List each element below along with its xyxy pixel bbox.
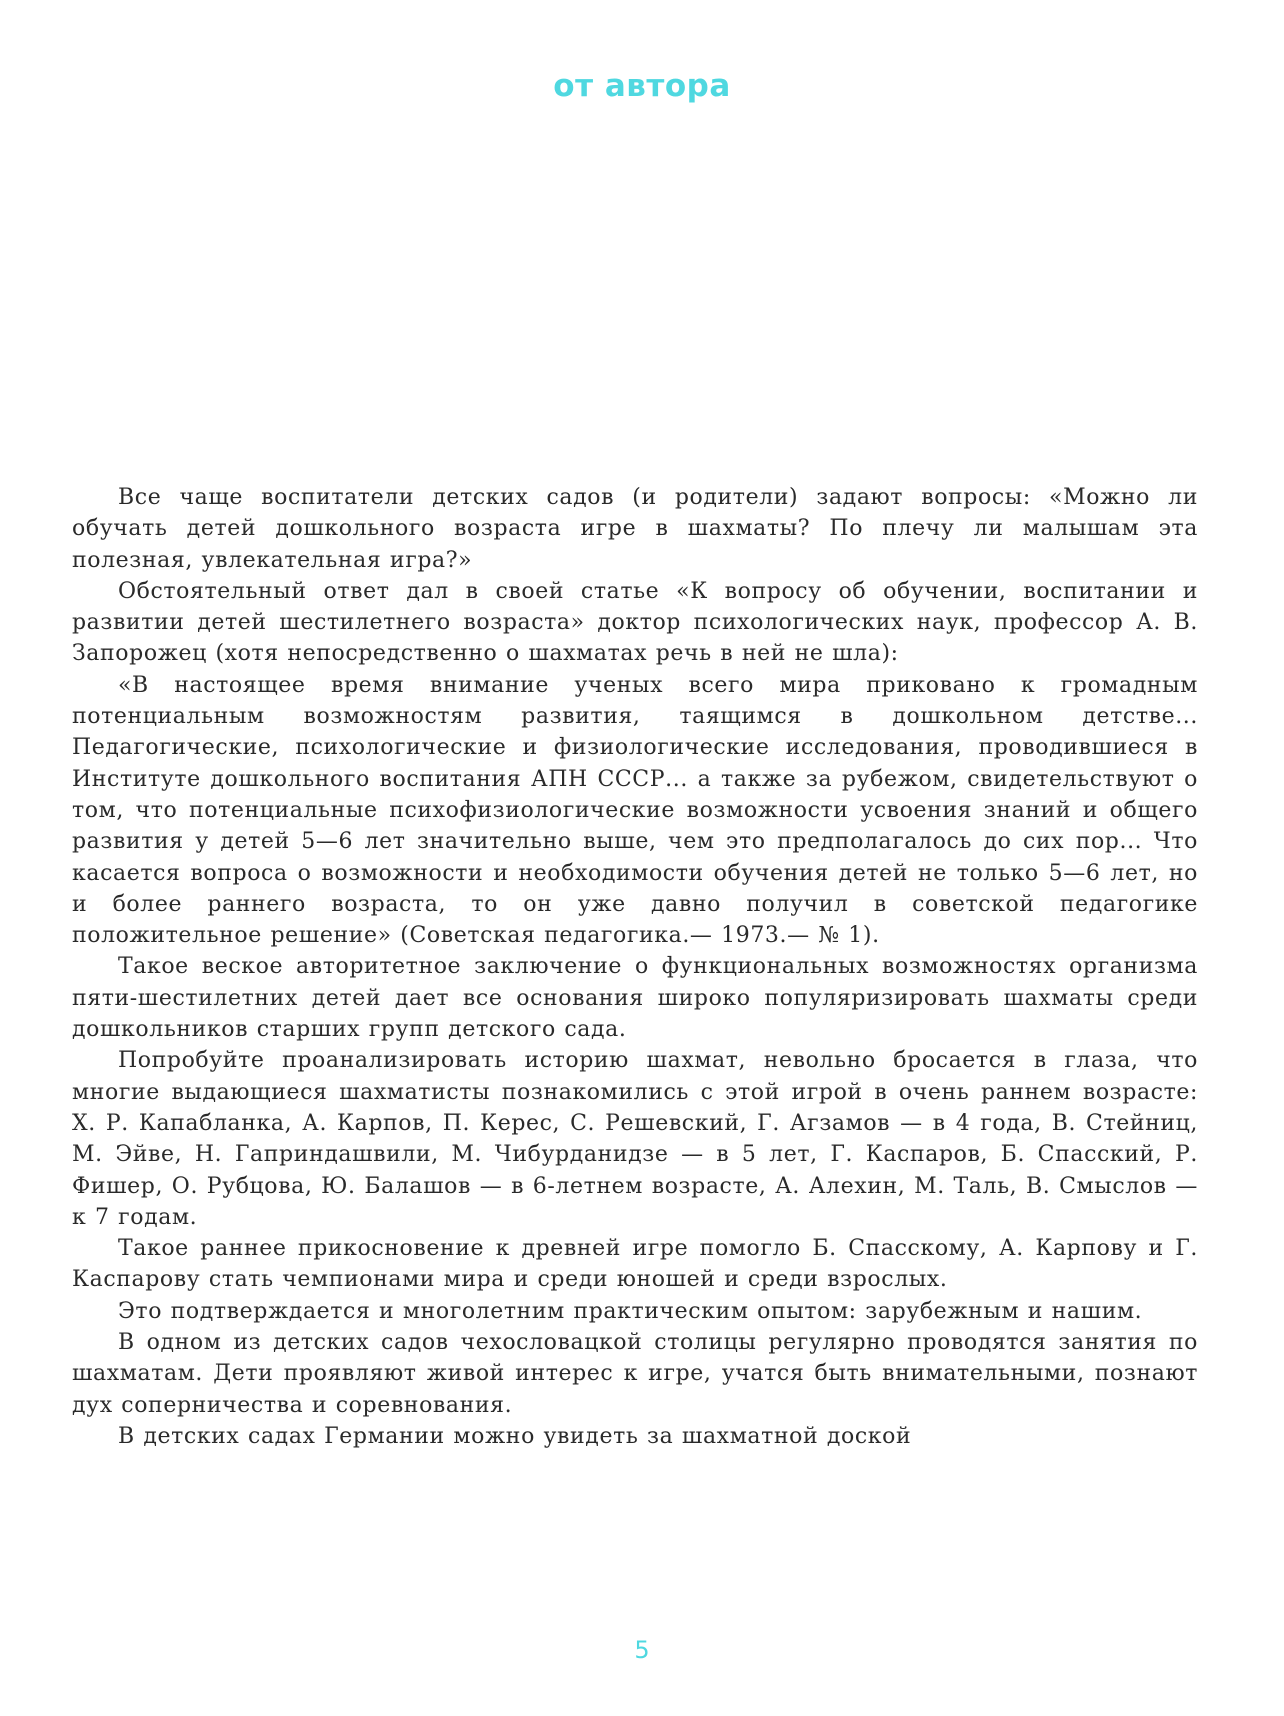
paragraph: Все чаще воспитатели детских садов (и родители) задают вопросы: «Можно ли обучать детей дошкольного возраста игре в шахматы? По плечу ли малышам эта полезная, увлекательная игра?» (72, 485, 1198, 573)
paragraph: «В настоящее время внимание ученых всего мира приковано к громадным потенциальным возможностям развития, таящимся в дошкольном детстве... Педагогические, психологические и физиологические исследования, проводившиеся в Институте дошкольного воспитания АПН СССР... а также за рубежом, свидетельствуют о том, что потенциальные психофизиологические возможности усвоения знаний и общего развития у детей 5—6 лет значительно выше, чем это предполагалось до сих пор... Что касается вопроса о возможности и необходимости обучения детей не только 5—6 лет, но и более раннего возраста, то он уже давно получил в советской педагогике положительное решение» (Советская педагогика.— 1973.— № 1). (72, 672, 1198, 949)
body-text (72, 482, 1198, 1452)
paragraph: Обстоятельный ответ дал в своей статье «К вопросу об обучении, воспитании и развитии детей шестилетнего возраста» доктор психологических наук, профессор А. В. Запорожец (хотя непосредственно о шахматах речь в ней не шла): (72, 578, 1198, 667)
paragraph: В детских садах Германии можно увидеть за шахматной доской (118, 1423, 912, 1449)
paragraph: Это подтверждается и многолетним практическим опытом: зарубежным и нашим. (118, 1298, 1143, 1324)
paragraph: Такое раннее прикосновение к древней игре помогло Б. Спасскому, А. Карпову и Г. Каспарову стать чемпионами мира и среди юношей и среди взрослых. (72, 1236, 1198, 1293)
page-heading: от автора (553, 68, 731, 104)
page-number: 5 (634, 1636, 650, 1664)
paragraph: Попробуйте проанализировать историю шахмат, невольно бросается в глаза, что многие выдающиеся шахматисты познакомились с этой игрой в очень раннем возрасте: Х. Р. Капабланка, А. Карпов, П. Керес, С. Решевский, Г. Агзамов — в 4 года, В. Стейниц, М. Эйве, Н. Гаприндашвили, М. Чибурданидзе — в 5 лет, Г. Каспаров, Б. Спасский, Р. Фишер, О. Рубцова, Ю. Балашов — в 6-летнем возрасте, А. Алехин, М. Таль, В. Смыслов — к 7 годам. (72, 1048, 1198, 1230)
paragraph: В одном из детских садов чехословацкой столицы регулярно проводятся занятия по шахматам. Дети проявляют живой интерес к игре, учатся быть внимательными, познают дух соперничества и соревнования. (72, 1330, 1198, 1418)
paragraph: Такое веское авторитетное заключение о функциональных возможностях организма пяти-шестилетних детей дает все основания широко популяризировать шахматы среди дошкольников старших групп детского сада. (72, 954, 1198, 1043)
